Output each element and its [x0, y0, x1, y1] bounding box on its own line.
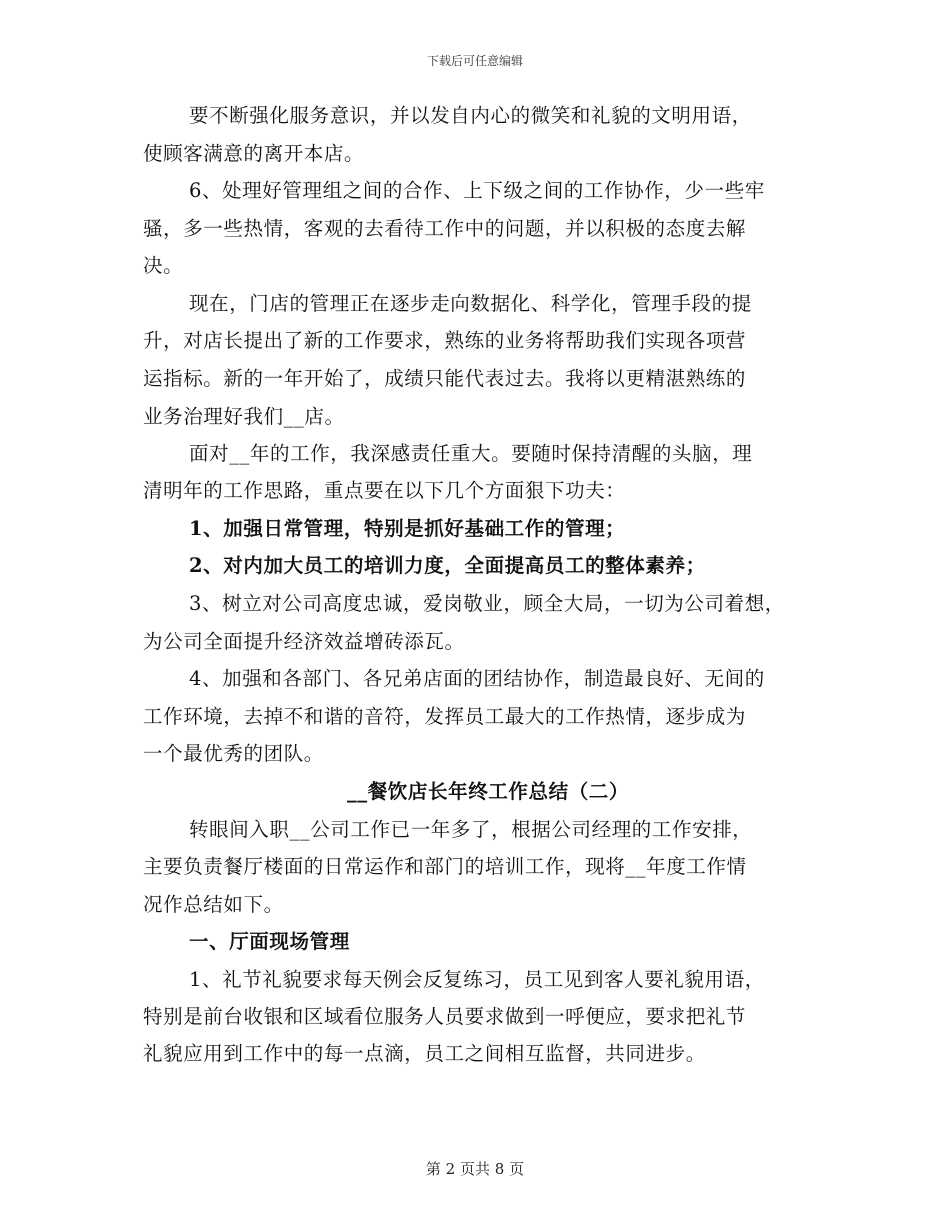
- text-line: 使顾客满意的离开本店。: [143, 142, 365, 165]
- text-line: 礼貌应用到工作中的每一点滴，员工之间相互监督，共同进步。: [143, 1042, 706, 1065]
- text-line: 决。: [143, 254, 184, 277]
- text-line: 2、对内加大员工的培训力度，全面提高员工的整体素养；: [189, 554, 706, 577]
- text-line: 业务治理好我们__店。: [143, 405, 345, 428]
- text-line: 特别是前台收银和区域看位服务人员要求做到一呼便应，要求把礼节: [143, 1005, 747, 1028]
- text-line: 主要负责餐厅楼面的日常运作和部门的培训工作，现将__年度工作情: [143, 855, 747, 878]
- text-line: 工作环境，去掉不和谐的音符，发挥员工最大的工作热情，逐步成为: [143, 705, 747, 728]
- page-footer: 第 2 页共 8 页: [425, 1160, 525, 1178]
- text-line: 运指标。新的一年开始了，成绩只能代表过去。我将以更精湛熟练的: [143, 367, 747, 390]
- text-line: 一个最优秀的团队。: [143, 742, 324, 765]
- text-line: 要不断强化服务意识，并以发自内心的微笑和礼貌的文明用语，: [189, 104, 752, 127]
- text-line: 6、处理好管理组之间的合作、上下级之间的工作协作，少一些牢: [189, 179, 765, 202]
- text-line: 4、加强和各部门、各兄弟店面的团结协作，制造最良好、无间的: [189, 667, 765, 690]
- text-line: 现在，门店的管理正在逐步走向数据化、科学化，管理手段的提: [189, 292, 752, 315]
- text-line: 1、礼节礼貌要求每天例会反复练习，员工见到客人要礼貌用语，: [189, 968, 765, 991]
- page-header: 下载后可任意编辑: [426, 54, 523, 68]
- text-line: 升，对店长提出了新的工作要求，熟练的业务将帮助我们实现各项营: [143, 329, 747, 352]
- text-line: 转眼间入职__公司工作已一年多了，根据公司经理的工作安排，: [189, 818, 753, 841]
- text-line: 面对__年的工作，我深感责任重大。要随时保持清醒的头脑，理: [189, 442, 753, 465]
- text-line: 骚，多一些热情，客观的去看待工作中的问题，并以积极的态度去解: [143, 217, 747, 240]
- text-line: 为公司全面提升经济效益增砖添瓦。: [143, 630, 465, 653]
- text-line: 况作总结如下。: [143, 893, 284, 916]
- section-title: __餐饮店长年终工作总结（二）: [347, 780, 630, 803]
- text-line: 3、树立对公司高度忠诚，爱岗敬业，顾全大局，一切为公司着想，: [189, 592, 785, 615]
- text-line: 一、厅面现场管理: [189, 930, 350, 953]
- text-line: 清明年的工作思路，重点要在以下几个方面狠下功夫：: [143, 479, 626, 502]
- text-line: 1、加强日常管理，特别是抓好基础工作的管理；: [189, 517, 626, 540]
